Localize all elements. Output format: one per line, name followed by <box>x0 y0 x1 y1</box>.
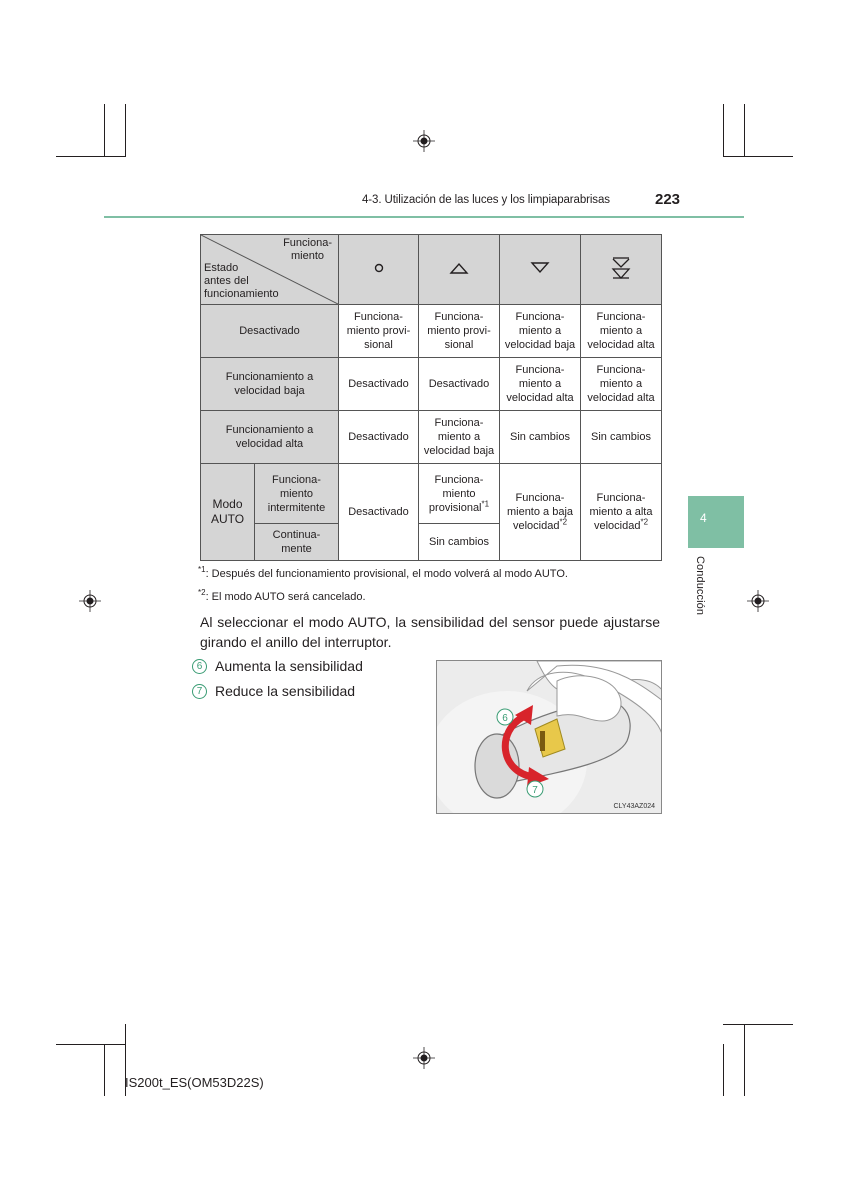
figure-code: CLY43AZ024 <box>613 803 655 810</box>
table-cell: Funciona- miento a velocidad baja <box>500 305 581 358</box>
crop-mark <box>723 1024 793 1025</box>
table-cell: Funciona- miento a alta velocidad$^{*2}$ <box>581 464 662 561</box>
crop-mark <box>723 104 724 156</box>
column-header <box>419 235 500 305</box>
table-cell: Desactivado <box>339 464 419 561</box>
table-cell: Funciona- miento a velocidad alta <box>500 358 581 411</box>
section-title: 4-3. Utilización de las luces y los limpiaparabrisas <box>362 194 610 206</box>
state-cell: Funcionamiento a velocidad baja <box>201 358 339 411</box>
sensor-ring-illustration <box>436 660 662 814</box>
page-number: 223 <box>655 191 681 208</box>
table-cell: Sin cambios <box>419 524 500 561</box>
table-cell: Funciona- miento provi- sional <box>419 305 500 358</box>
crop-mark <box>744 104 745 156</box>
callout-7-label: 7 <box>532 785 538 796</box>
column-header <box>339 235 419 305</box>
body-paragraph-line: Al seleccionar el modo AUTO, la sensibilidad del sensor puede ajustarse <box>200 614 660 630</box>
callout-6-label: 6 <box>502 713 508 724</box>
state-cell: Funcionamiento a velocidad alta <box>201 411 339 464</box>
table-cell: Funciona- miento a velocidad baja <box>419 411 500 464</box>
callout-number: 6 <box>192 659 207 674</box>
crop-mark <box>723 1044 724 1096</box>
table-corner-cell <box>201 235 339 305</box>
table-cell: Funciona- miento a baja velocidad$^{*2}$ <box>500 464 581 561</box>
table-cell: Sin cambios <box>581 411 662 464</box>
table-cell: Funciona- miento provisional$^{*1}$ <box>419 464 500 524</box>
circle-icon <box>372 261 386 275</box>
chapter-tab <box>688 496 744 548</box>
callout-number: 7 <box>192 684 207 699</box>
crop-mark <box>744 1024 745 1096</box>
state-label: Estado antes del funcionamiento <box>204 262 279 300</box>
table-row <box>201 464 662 524</box>
footnote-mark: *1 <box>481 498 490 508</box>
table-cell: Funciona- miento a velocidad alta <box>581 358 662 411</box>
registration-mark-icon <box>413 1047 435 1069</box>
table-cell: Sin cambios <box>500 411 581 464</box>
list-item-text: Aumenta la sensibilidad <box>215 658 363 674</box>
double-triangle-icon <box>610 256 632 280</box>
footnote: $^{*2}$: El modo AUTO será cancelado. <box>198 588 366 603</box>
auto-mode-cell: Modo AUTO <box>201 464 255 561</box>
crop-mark <box>125 104 126 156</box>
document-code: IS200t_ES(OM53D22S) <box>125 1075 264 1090</box>
crop-mark <box>56 156 126 157</box>
registration-mark-icon <box>413 130 435 152</box>
table-row <box>201 411 662 464</box>
crop-mark <box>104 1044 105 1096</box>
crop-mark <box>56 1044 126 1045</box>
list-item <box>192 658 363 674</box>
chapter-label: Conducción <box>694 556 706 616</box>
footnote-mark: *2 <box>640 517 649 527</box>
list-item <box>192 683 355 699</box>
chapter-number: 4 <box>700 511 707 525</box>
triangle-down-icon <box>529 261 551 275</box>
footnote-mark: *2 <box>559 517 568 527</box>
table-cell: Funciona- miento provi- sional <box>339 305 419 358</box>
table-cell: Desactivado <box>339 411 419 464</box>
column-header <box>500 235 581 305</box>
crop-mark <box>104 104 105 156</box>
table-row <box>201 358 662 411</box>
table-cell: Desactivado <box>419 358 500 411</box>
footnote: $^{*1}$: Después del funcionamiento provisional, el modo volverá al modo AUTO. <box>198 565 568 580</box>
registration-mark-icon <box>747 590 769 612</box>
table-cell: Desactivado <box>339 358 419 411</box>
triangle-up-icon <box>448 261 470 275</box>
auto-sub-cell: Continua- mente <box>255 524 339 561</box>
crop-mark <box>723 156 793 157</box>
state-cell: Desactivado <box>201 305 339 358</box>
operation-label: Funciona- miento <box>283 237 332 262</box>
hand-turning-ring-drawing <box>437 661 662 814</box>
header-rule <box>104 216 744 218</box>
body-paragraph-line: girando el anillo del interruptor. <box>200 634 392 650</box>
table-cell: Funciona- miento a velocidad alta <box>581 305 662 358</box>
registration-mark-icon <box>79 590 101 612</box>
column-header <box>581 235 662 305</box>
table-header-row <box>201 235 662 305</box>
wiper-operation-table <box>200 234 662 561</box>
list-item-text: Reduce la sensibilidad <box>215 683 356 699</box>
chapter-label-box <box>694 556 712 626</box>
auto-sub-cell: Funciona- miento intermitente <box>255 464 339 524</box>
table-row <box>201 305 662 358</box>
